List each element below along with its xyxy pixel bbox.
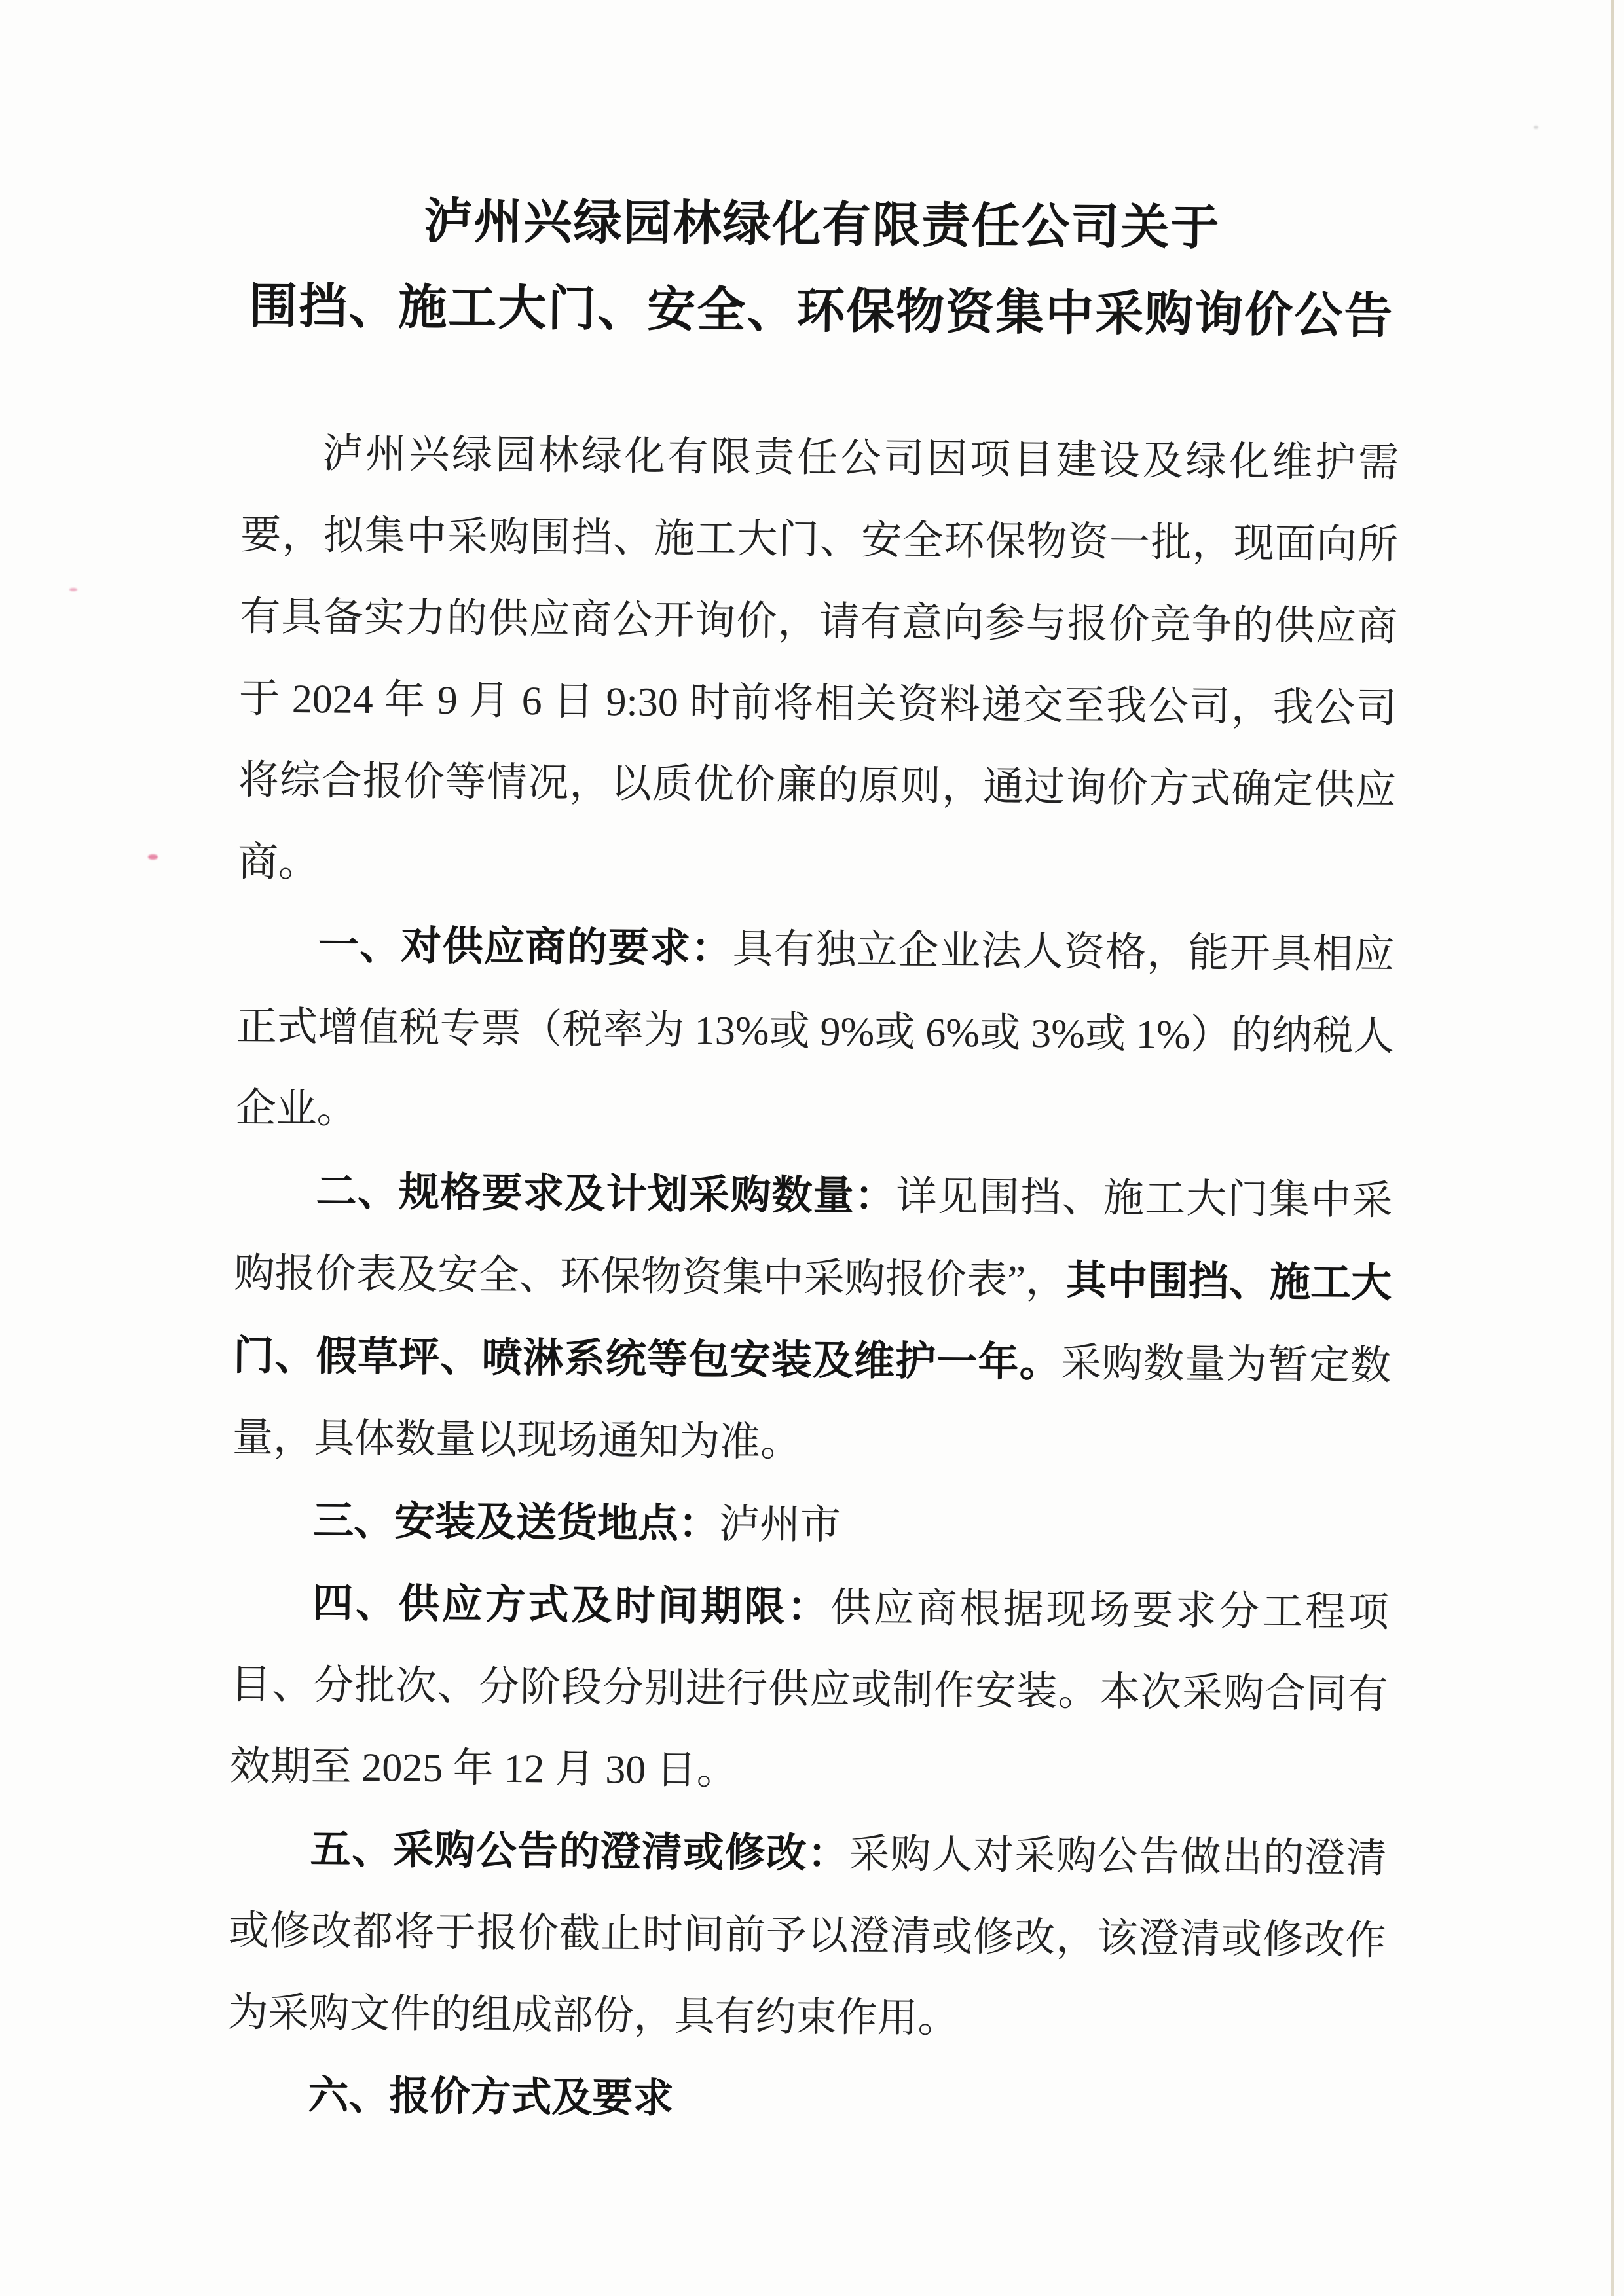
section-1-heading: 一、对供应商的要求： — [318, 922, 733, 972]
scan-artifact-pink-speck — [148, 854, 158, 860]
section-2-heading: 二、规格要求及计划采购数量： — [316, 1169, 896, 1220]
section-4-heading: 四、供应方式及时间期限： — [312, 1580, 831, 1631]
section-5-text: 采购人对采购公告做出的澄清或修改都将于报价截止时间前予以澄清或修改，该澄清或修改作为采购文件的组成部份，具有约束作用。 — [227, 1832, 1387, 2041]
section-2-text-b: 采购数量为暂定数量，具体数量以现场通知为准。 — [232, 1341, 1392, 1465]
section-1-text: 具有独立企业法人资格，能开具相应正式增值税专票（税率为 13%或 9%或 6%或 3%或 1%）的纳税人企业。 — [235, 926, 1395, 1132]
document-content — [227, 177, 1401, 2146]
title-line-2: 围挡、施工大门、安全、环保物资集中采购询价公告 — [248, 280, 1394, 344]
section-3-text: 泸州市 — [718, 1502, 841, 1548]
document-body — [227, 412, 1399, 2146]
section-4-text: 供应商根据现场要求分工程项目、分批次、分阶段分别进行供应或制作安装。本次采购合同有效期至 2025 年 12 月 30 日。 — [229, 1586, 1390, 1793]
section-1 — [235, 903, 1395, 1159]
section-2-text-a: 详见围挡、施工大门集中采购报价表及安全、环保物资集中采购报价表”， — [234, 1175, 1393, 1303]
section-3 — [232, 1479, 1390, 1571]
intro-text: 泸州兴绿园林绿化有限责任公司因项目建设及绿化维护需要，拟集中采购围挡、施工大门、安全环保物资一批，现面向所有具备实力的供应商公开询价，请有意向参与报价竞争的供应商于 2024 年 9 月 6 日 9:30 时前将相关资料递交至我公司，我公司将综合报价等情况，以质优价廉的原则，通过询价方式确定供应商。 — [237, 431, 1399, 886]
scan-artifact-pink-speck — [69, 588, 77, 591]
scan-artifact-gray-speck — [1534, 126, 1538, 129]
section-5-heading: 五、采购公告的澄清或修改： — [310, 1827, 849, 1877]
section-6 — [227, 2054, 1385, 2146]
intro-paragraph — [237, 412, 1399, 913]
section-4 — [229, 1561, 1389, 1817]
document-title — [242, 177, 1401, 359]
title-line-1: 泸州兴绿园林绿化有限责任公司关于 — [424, 194, 1221, 256]
scan-edge-shadow — [1611, 0, 1614, 2296]
section-2-bold-run: 其中围挡、施工大门、假草坪、喷淋系统等包安装及维护一年。 — [233, 1258, 1392, 1386]
section-6-heading: 六、报价方式及要求 — [308, 2073, 674, 2122]
section-5 — [227, 1808, 1387, 2064]
section-3-heading: 三、安装及送货地点： — [312, 1498, 720, 1547]
section-2 — [232, 1150, 1393, 1489]
